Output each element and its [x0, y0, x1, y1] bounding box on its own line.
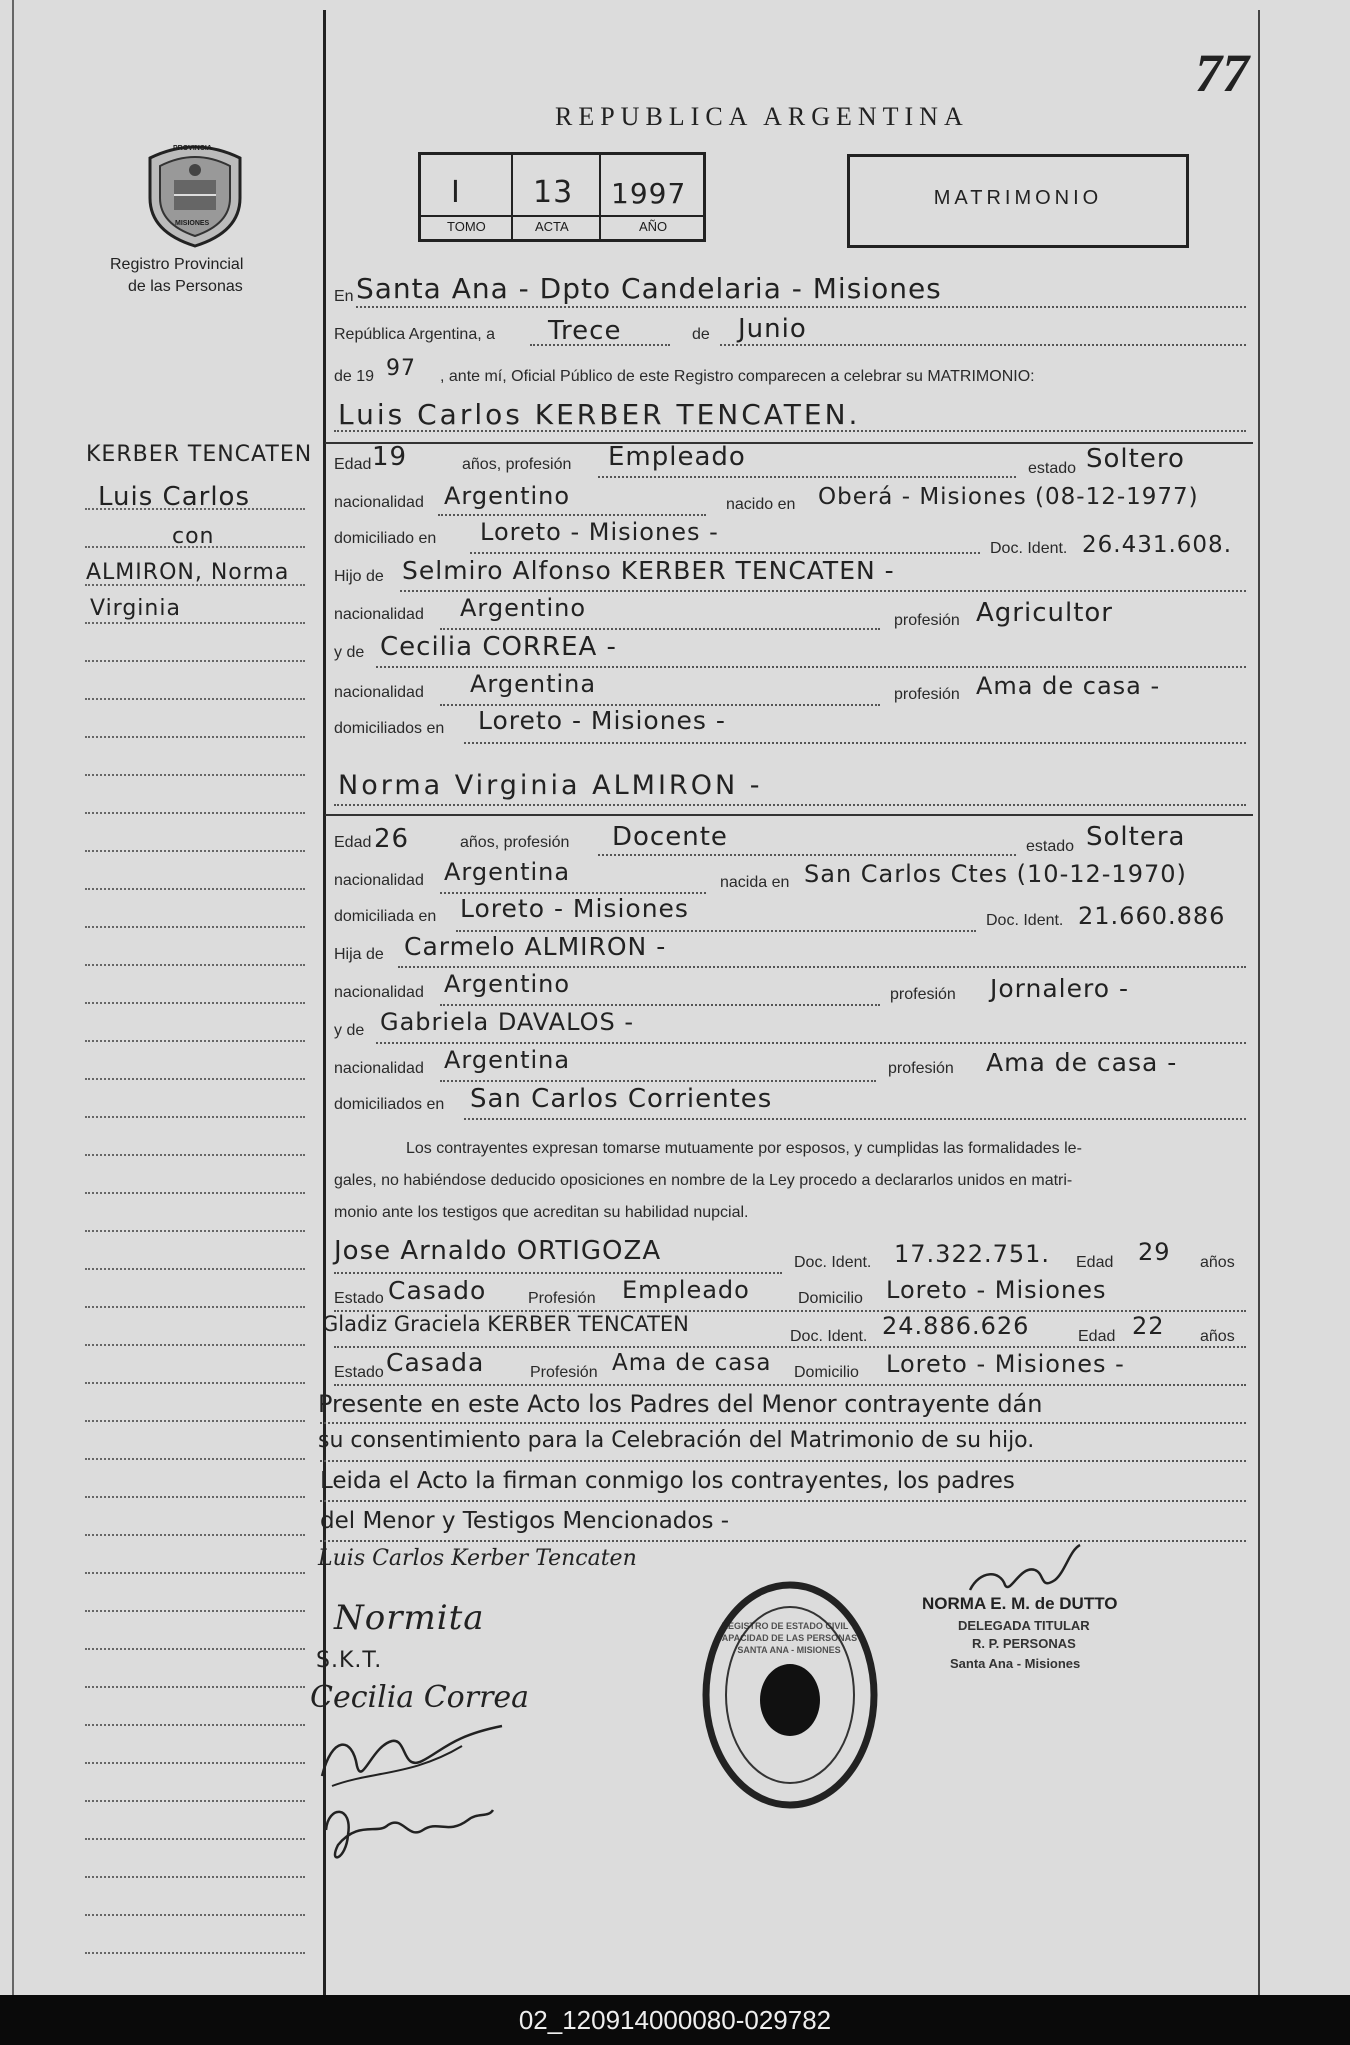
bride-doc-label: Doc. Ident. [986, 912, 1064, 929]
groom-yde-label: y de [334, 644, 365, 661]
margin-dotted-line [85, 508, 305, 510]
bride-madre-prof-label: profesión [888, 1060, 954, 1077]
bride-name: Norma Virginia ALMIRON - [338, 770, 763, 801]
margin-dotted-line [85, 812, 305, 814]
margin-note-line2: Luis Carlos [98, 482, 250, 512]
bride-profesion-label: años, profesión [460, 834, 570, 851]
groom-madre-nac: Argentina [470, 670, 597, 698]
margin-dotted-line [85, 850, 305, 852]
witness1-doc-label: Doc. Ident. [794, 1254, 872, 1271]
margin-dotted-line [85, 622, 305, 624]
day-value: Trece [548, 316, 622, 346]
margin-note-line3: con [172, 524, 215, 549]
margin-dotted-line [85, 1116, 305, 1118]
groom-signature: Luis Carlos Kerber Tencaten [318, 1546, 637, 1571]
official-title: DELEGADA TITULAR [958, 1618, 1090, 1633]
witness1-name: Jose Arnaldo ORTIGOZA [334, 1236, 662, 1266]
note-line4: del Menor y Testigos Mencionados - [320, 1508, 730, 1534]
margin-note-line5: Virginia [90, 596, 181, 621]
signature-2: Normita [334, 1598, 485, 1638]
bride-nacionalidad: Argentina [444, 858, 571, 886]
groom-padre-prof-label: profesión [894, 612, 960, 629]
document-code-footer: 02_120914000080-029782 [0, 1995, 1350, 2045]
declaration-line3: monio ante los testigos que acreditan su habilidad nupcial. [334, 1204, 749, 1221]
margin-dotted-line [85, 1914, 305, 1916]
groom-nac-label: nacionalidad [334, 494, 424, 511]
margin-dotted-line [85, 1648, 305, 1650]
witness2-edad-label: Edad [1078, 1328, 1116, 1345]
groom-madre-nac-label: nacionalidad [334, 684, 424, 701]
bride-doc: 21.660.886 [1078, 902, 1226, 930]
margin-dotted-line [85, 1268, 305, 1270]
witness2-doc: 24.886.626 [882, 1312, 1030, 1340]
year-prefix: de 19 [334, 368, 375, 385]
margin-dotted-line [85, 660, 305, 662]
witness1-edad-label: Edad [1076, 1254, 1114, 1271]
official-office: R. P. PERSONAS [972, 1636, 1076, 1651]
bride-nacida-label: nacida en [720, 874, 790, 891]
de-label: de [692, 326, 710, 343]
witness2-name: Gladiz Graciela KERBER TENCATEN [322, 1312, 689, 1336]
bride-nacida: San Carlos Ctes (10-12-1970) [804, 860, 1187, 888]
bride-padre-prof-label: profesión [890, 986, 956, 1003]
official-stamp [700, 1580, 880, 1810]
witness2-prof-label: Profesión [530, 1364, 598, 1381]
declaration-line1: Los contrayentes expresan tomarse mutuamente por esposos, y cumplidas las formalidades le- [406, 1140, 1082, 1157]
witness1-doc: 17.322.751. [894, 1240, 1051, 1268]
margin-dotted-line [85, 1344, 305, 1346]
witness1-estado-label: Estado [334, 1290, 384, 1307]
bride-madre-nac: Argentina [444, 1046, 571, 1074]
bride-estado: Soltera [1086, 822, 1186, 852]
bride-madre-nac-label: nacionalidad [334, 1060, 424, 1077]
signature-4: Cecilia Correa [310, 1680, 530, 1715]
margin-dotted-line [85, 1154, 305, 1156]
bride-padre-nac: Argentino [444, 970, 571, 998]
seal-text-bottom: MISIONES [175, 220, 210, 227]
margin-dotted-line [85, 1078, 305, 1080]
groom-edad-label: Edad [334, 456, 372, 473]
official-name: NORMA E. M. de DUTTO [922, 1594, 1118, 1613]
bride-estado-label: estado [1026, 838, 1075, 855]
margin-dotted-line [85, 1382, 305, 1384]
witness1-dom-label: Domicilio [798, 1290, 863, 1307]
signature-6-scribble [318, 1790, 508, 1870]
witness2-dom-label: Domicilio [794, 1364, 859, 1381]
bride-madre: Gabriela DAVALOS - [380, 1008, 635, 1036]
declaration-line2: gales, no habiéndose deducido oposiciones en nombre de la Ley procedo a declararlos unidos en matri- [334, 1172, 1073, 1189]
margin-note-line1: KERBER TENCATEN [86, 442, 313, 467]
groom-padre-prof: Agricultor [976, 598, 1113, 628]
note-line1: Presente en este Acto los Padres del Menor contrayente dán [318, 1390, 1043, 1418]
ano-value: 1997 [611, 177, 687, 210]
groom-profesion: Empleado [608, 442, 746, 472]
groom-domicilio: Loreto - Misiones - [480, 518, 719, 546]
signature-3: S.K.T. [316, 1648, 383, 1673]
bride-nac-label: nacionalidad [334, 872, 424, 889]
groom-padres-dom: Loreto - Misiones - [478, 706, 726, 735]
witness1-edad: 29 [1138, 1238, 1171, 1266]
country-title: REPUBLICA ARGENTINA [555, 102, 969, 131]
groom-madre: Cecilia CORREA - [380, 632, 617, 662]
margin-dotted-line [85, 964, 305, 966]
groom-name: Luis Carlos KERBER TENCATEN. [338, 398, 861, 431]
acta-value: 13 [533, 175, 574, 210]
margin-dotted-line [85, 1306, 305, 1308]
witness1-profesion: Empleado [622, 1276, 750, 1304]
left-border-line [12, 0, 14, 1995]
groom-dom-label: domiciliado en [334, 530, 437, 547]
act-type-label: MATRIMONIO [933, 187, 1103, 209]
act-type-box [847, 154, 1189, 248]
witness2-estado: Casada [386, 1348, 485, 1377]
margin-dotted-line [85, 1572, 305, 1574]
groom-padre-nac: Argentino [460, 594, 587, 622]
witness2-domicilio: Loreto - Misiones - [886, 1350, 1125, 1378]
tomo-value: I [451, 175, 461, 210]
witness1-estado: Casado [388, 1276, 487, 1305]
margin-dotted-line [85, 1838, 305, 1840]
note-line3: Leida el Acto la firman conmigo los contrayentes, los padres [320, 1468, 1015, 1494]
witness2-profesion: Ama de casa [612, 1350, 772, 1376]
groom-edad: 19 [372, 442, 408, 472]
witness1-prof-label: Profesión [528, 1290, 596, 1307]
bride-domicilio: Loreto - Misiones [460, 894, 689, 923]
bride-padres-dom: San Carlos Corrientes [470, 1084, 773, 1114]
month-value: Junio [738, 314, 807, 344]
en-label: En [334, 288, 354, 305]
province-seal [140, 140, 250, 248]
margin-dotted-line [85, 736, 305, 738]
margin-dotted-line [85, 1610, 305, 1612]
groom-profesion-label: años, profesión [462, 456, 572, 473]
margin-dotted-line [85, 1002, 305, 1004]
stamp-text: REGISTRO DE ESTADO CIVIL Y CAPACIDAD DE LAS PERSONAS - SANTA ANA - MISIONES [715, 1621, 863, 1655]
groom-nacionalidad: Argentino [444, 482, 571, 510]
groom-padre-nac-label: nacionalidad [334, 606, 424, 623]
seal-text-top: PROVINCIA [173, 145, 212, 152]
year-suffix: 97 [386, 356, 416, 381]
margin-dotted-line [85, 888, 305, 890]
groom-doc-label: Doc. Ident. [990, 540, 1068, 557]
bride-yde-label: y de [334, 1022, 365, 1039]
right-border-line [1258, 10, 1260, 1995]
witness2-anos-label: años [1200, 1328, 1235, 1345]
registry-name-line2: de las Personas [128, 278, 243, 295]
witness2-doc-label: Doc. Ident. [790, 1328, 868, 1345]
bride-padre-prof: Jornalero - [990, 974, 1129, 1003]
groom-nacido: Oberá - Misiones (08-12-1977) [818, 484, 1199, 510]
bride-padre: Carmelo ALMIRON - [404, 932, 667, 961]
groom-madre-prof: Ama de casa - [976, 672, 1161, 700]
groom-padre: Selmiro Alfonso KERBER TENCATEN - [402, 556, 895, 585]
margin-dotted-line [85, 546, 305, 548]
republica-label: República Argentina, a [334, 326, 495, 343]
bride-hija-label: Hija de [334, 946, 384, 963]
groom-hijo-label: Hijo de [334, 568, 384, 585]
margin-dotted-line [85, 1876, 305, 1878]
bride-dom-label: domiciliada en [334, 908, 437, 925]
page-number: 77 [1195, 43, 1249, 103]
margin-dotted-line [85, 1534, 305, 1536]
bride-edad-label: Edad [334, 834, 372, 851]
intro-statement: , ante mí, Oficial Público de este Registro comparecen a celebrar su MATRIMONIO: [440, 368, 1035, 385]
registry-name-line1: Registro Provincial [110, 256, 244, 273]
witness1-anos-label: años [1200, 1254, 1235, 1271]
signature-5-scribble [312, 1716, 512, 1796]
bride-padres-dom-label: domiciliados en [334, 1096, 445, 1113]
margin-dotted-line [85, 926, 305, 928]
bride-profesion: Docente [612, 822, 728, 852]
margin-dotted-line [85, 1192, 305, 1194]
margin-dotted-line [85, 1458, 305, 1460]
groom-doc: 26.431.608. [1082, 532, 1232, 558]
acta-label: ACTA [535, 219, 569, 234]
margin-dotted-line [85, 1724, 305, 1726]
groom-estado-label: estado [1028, 460, 1077, 477]
ano-label: AÑO [639, 219, 668, 234]
margin-dotted-line [85, 1800, 305, 1802]
margin-dotted-line [85, 1230, 305, 1232]
bride-edad: 26 [374, 824, 410, 854]
witness2-edad: 22 [1132, 1312, 1165, 1340]
margin-dotted-line [85, 774, 305, 776]
groom-estado: Soltero [1086, 444, 1185, 474]
witness2-estado-label: Estado [334, 1364, 384, 1381]
margin-dotted-line [85, 1040, 305, 1042]
tomo-label: TOMO [447, 219, 486, 234]
margin-dotted-line [85, 1496, 305, 1498]
official-location: Santa Ana - Misiones [950, 1656, 1081, 1671]
witness1-domicilio: Loreto - Misiones [886, 1276, 1107, 1304]
place-value: Santa Ana - Dpto Candelaria - Misiones [356, 272, 942, 305]
groom-nacido-label: nacido en [726, 496, 796, 513]
margin-note-line4: ALMIRON, Norma [86, 560, 290, 585]
groom-madre-prof-label: profesión [894, 686, 960, 703]
margin-dotted-line [85, 698, 305, 700]
groom-padres-dom-label: domiciliados en [334, 720, 445, 737]
margin-dotted-line [85, 1686, 305, 1688]
margin-dotted-line [85, 1420, 305, 1422]
record-number-box [418, 152, 706, 242]
note-line2: su consentimiento para la Celebración del Matrimonio de su hijo. [318, 1428, 1035, 1453]
bride-padre-nac-label: nacionalidad [334, 984, 424, 1001]
bride-madre-prof: Ama de casa - [986, 1048, 1178, 1077]
margin-dotted-line [85, 584, 305, 586]
margin-dotted-line [85, 1762, 305, 1764]
margin-dotted-line [85, 1952, 305, 1954]
